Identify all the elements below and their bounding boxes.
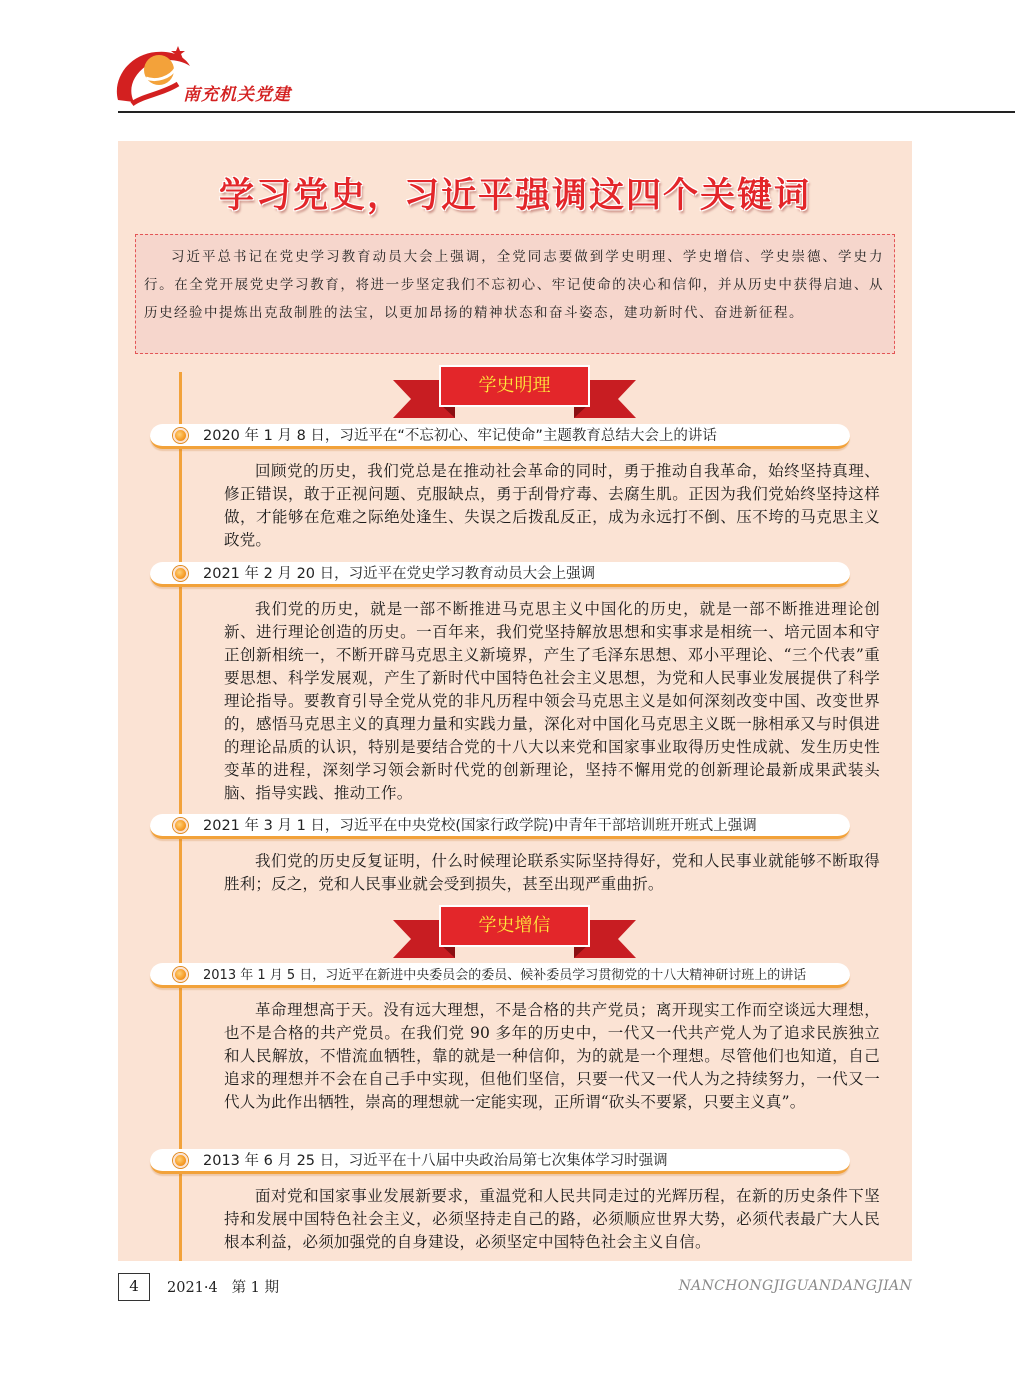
- timeline-dot-icon: [173, 818, 188, 833]
- page-number: 4: [118, 1273, 150, 1301]
- entry-body: 面对党和国家事业发展新要求，重温党和人民共同走过的光辉历程，在新的历史条件下坚持和发展中国特色社会主义，必须坚持走自己的路，必须顺应世界大势，必须代表最广大人民根本利益，必须加强党的自身建设，必须坚定中国特色社会主义自信。: [224, 1187, 880, 1251]
- intro-box: [135, 234, 895, 354]
- header-rule: [118, 111, 1015, 113]
- entry-date-source: 2013 年 1 月 5 日，习近平在新进中央委员会的委员、候补委员学习贯彻党的十八大精神研讨班上的讲话: [203, 968, 807, 983]
- timeline-dot-icon: [173, 1153, 188, 1168]
- timeline-entry-tab: [150, 1149, 850, 1174]
- timeline-dot-icon: [173, 967, 188, 982]
- issue-label: 2021·4 第 1 期: [167, 1280, 280, 1296]
- entry-body: 革命理想高于天。没有远大理想，不是合格的共产党员；离开现实工作而空谈远大理想，也不是合格的共产党员。在我们党 90 多年的历史中，一代又一代共产党人为了追求民族独立和人民解放，不惜流血牺牲，靠的就是一种信仰，为的就是一个理想。尽管他们也知道，自己追求的理想并不会在自己手中实现，但他们坚信，只要一代又一代人为之持续努力，一代又一代人为此作出牺牲，崇高的理想就一定能实现，正所谓“砍头不要紧，只要主义真”。: [224, 1001, 880, 1111]
- masthead-title: 南充机关党建: [183, 85, 291, 105]
- entry-date-source: 2021 年 2 月 20 日，习近平在党史学习教育动员大会上强调: [203, 566, 596, 582]
- section-heading: 学史增信: [478, 915, 551, 936]
- timeline-entry-tab: [150, 963, 850, 988]
- footer-publication-mark: NANCHONGJIGUANDANGJIAN: [678, 1278, 912, 1294]
- masthead-logo: [112, 40, 192, 112]
- timeline-dot-icon: [173, 566, 188, 581]
- timeline-entry-tab: [150, 424, 850, 449]
- entry-body: 我们党的历史反复证明，什么时候理论联系实际坚持得好，党和人民事业就能够不断取得胜利；反之，党和人民事业就会受到损失，甚至出现严重曲折。: [224, 852, 880, 893]
- entry-date-source: 2021 年 3 月 1 日，习近平在中央党校(国家行政学院)中青年干部培训班开班式上强调: [203, 818, 757, 834]
- article-panel: [118, 141, 912, 1261]
- timeline-entry-tab: [150, 814, 850, 839]
- section-ribbon-1: [393, 364, 636, 422]
- timeline-dot-icon: [173, 428, 188, 443]
- section-heading: 学史明理: [478, 375, 551, 396]
- entry-date-source: 2020 年 1 月 8 日，习近平在“不忘初心、牢记使命”主题教育总结大会上的讲话: [203, 428, 717, 444]
- entry-date-source: 2013 年 6 月 25 日，习近平在十八届中央政治局第七次集体学习时强调: [203, 1153, 668, 1169]
- entry-body: 我们党的历史，就是一部不断推进马克思主义中国化的历史，就是一部不断推进理论创新、进行理论创造的历史。一百年来，我们党坚持解放思想和实事求是相统一、培元固本和守正创新相统一，不断开辟马克思主义新境界，产生了毛泽东思想、邓小平理论、“三个代表”重要思想、科学发展观，产生了新时代中国特色社会主义思想，为党和人民事业发展提供了科学理论指导。要教育引导全党从党的非凡历程中领会马克思主义是如何深刻改变中国、改变世界的，感悟马克思主义的真理力量和实践力量，深化对中国化马克思主义既一脉相承又与时俱进的理论品质的认识，特别是要结合党的十八大以来党和国家事业取得历史性成就、发生历史性变革的进程，深刻学习领会新时代党的创新理论，坚持不懈用党的创新理论最新成果武装头脑、指导实践、推动工作。: [224, 600, 880, 802]
- intro-text: 习近平总书记在党史学习教育动员大会上强调，全党同志要做到学史明理、学史增信、学史崇德、学史力行。在全党开展党史学习教育，将进一步坚定我们不忘初心、牢记使命的决心和信仰，并从历史中获得启迪、从历史经验中提炼出克敌制胜的法宝，以更加昂扬的精神状态和奋斗姿态，建功新时代、奋进新征程。: [144, 249, 884, 321]
- article-title: 学习党史，习近平强调这四个关键词: [218, 175, 811, 216]
- section-ribbon-2: [393, 904, 636, 962]
- entry-body: 回顾党的历史，我们党总是在推动社会革命的同时，勇于推动自我革命，始终坚持真理、修正错误，敢于正视问题、克服缺点，勇于刮骨疗毒、去腐生肌。正因为我们党始终坚持这样做，才能够在危难之际绝处逢生、失误之后拨乱反正，成为永远打不倒、压不垮的马克思主义政党。: [224, 462, 880, 549]
- timeline-entry-tab: [150, 562, 850, 587]
